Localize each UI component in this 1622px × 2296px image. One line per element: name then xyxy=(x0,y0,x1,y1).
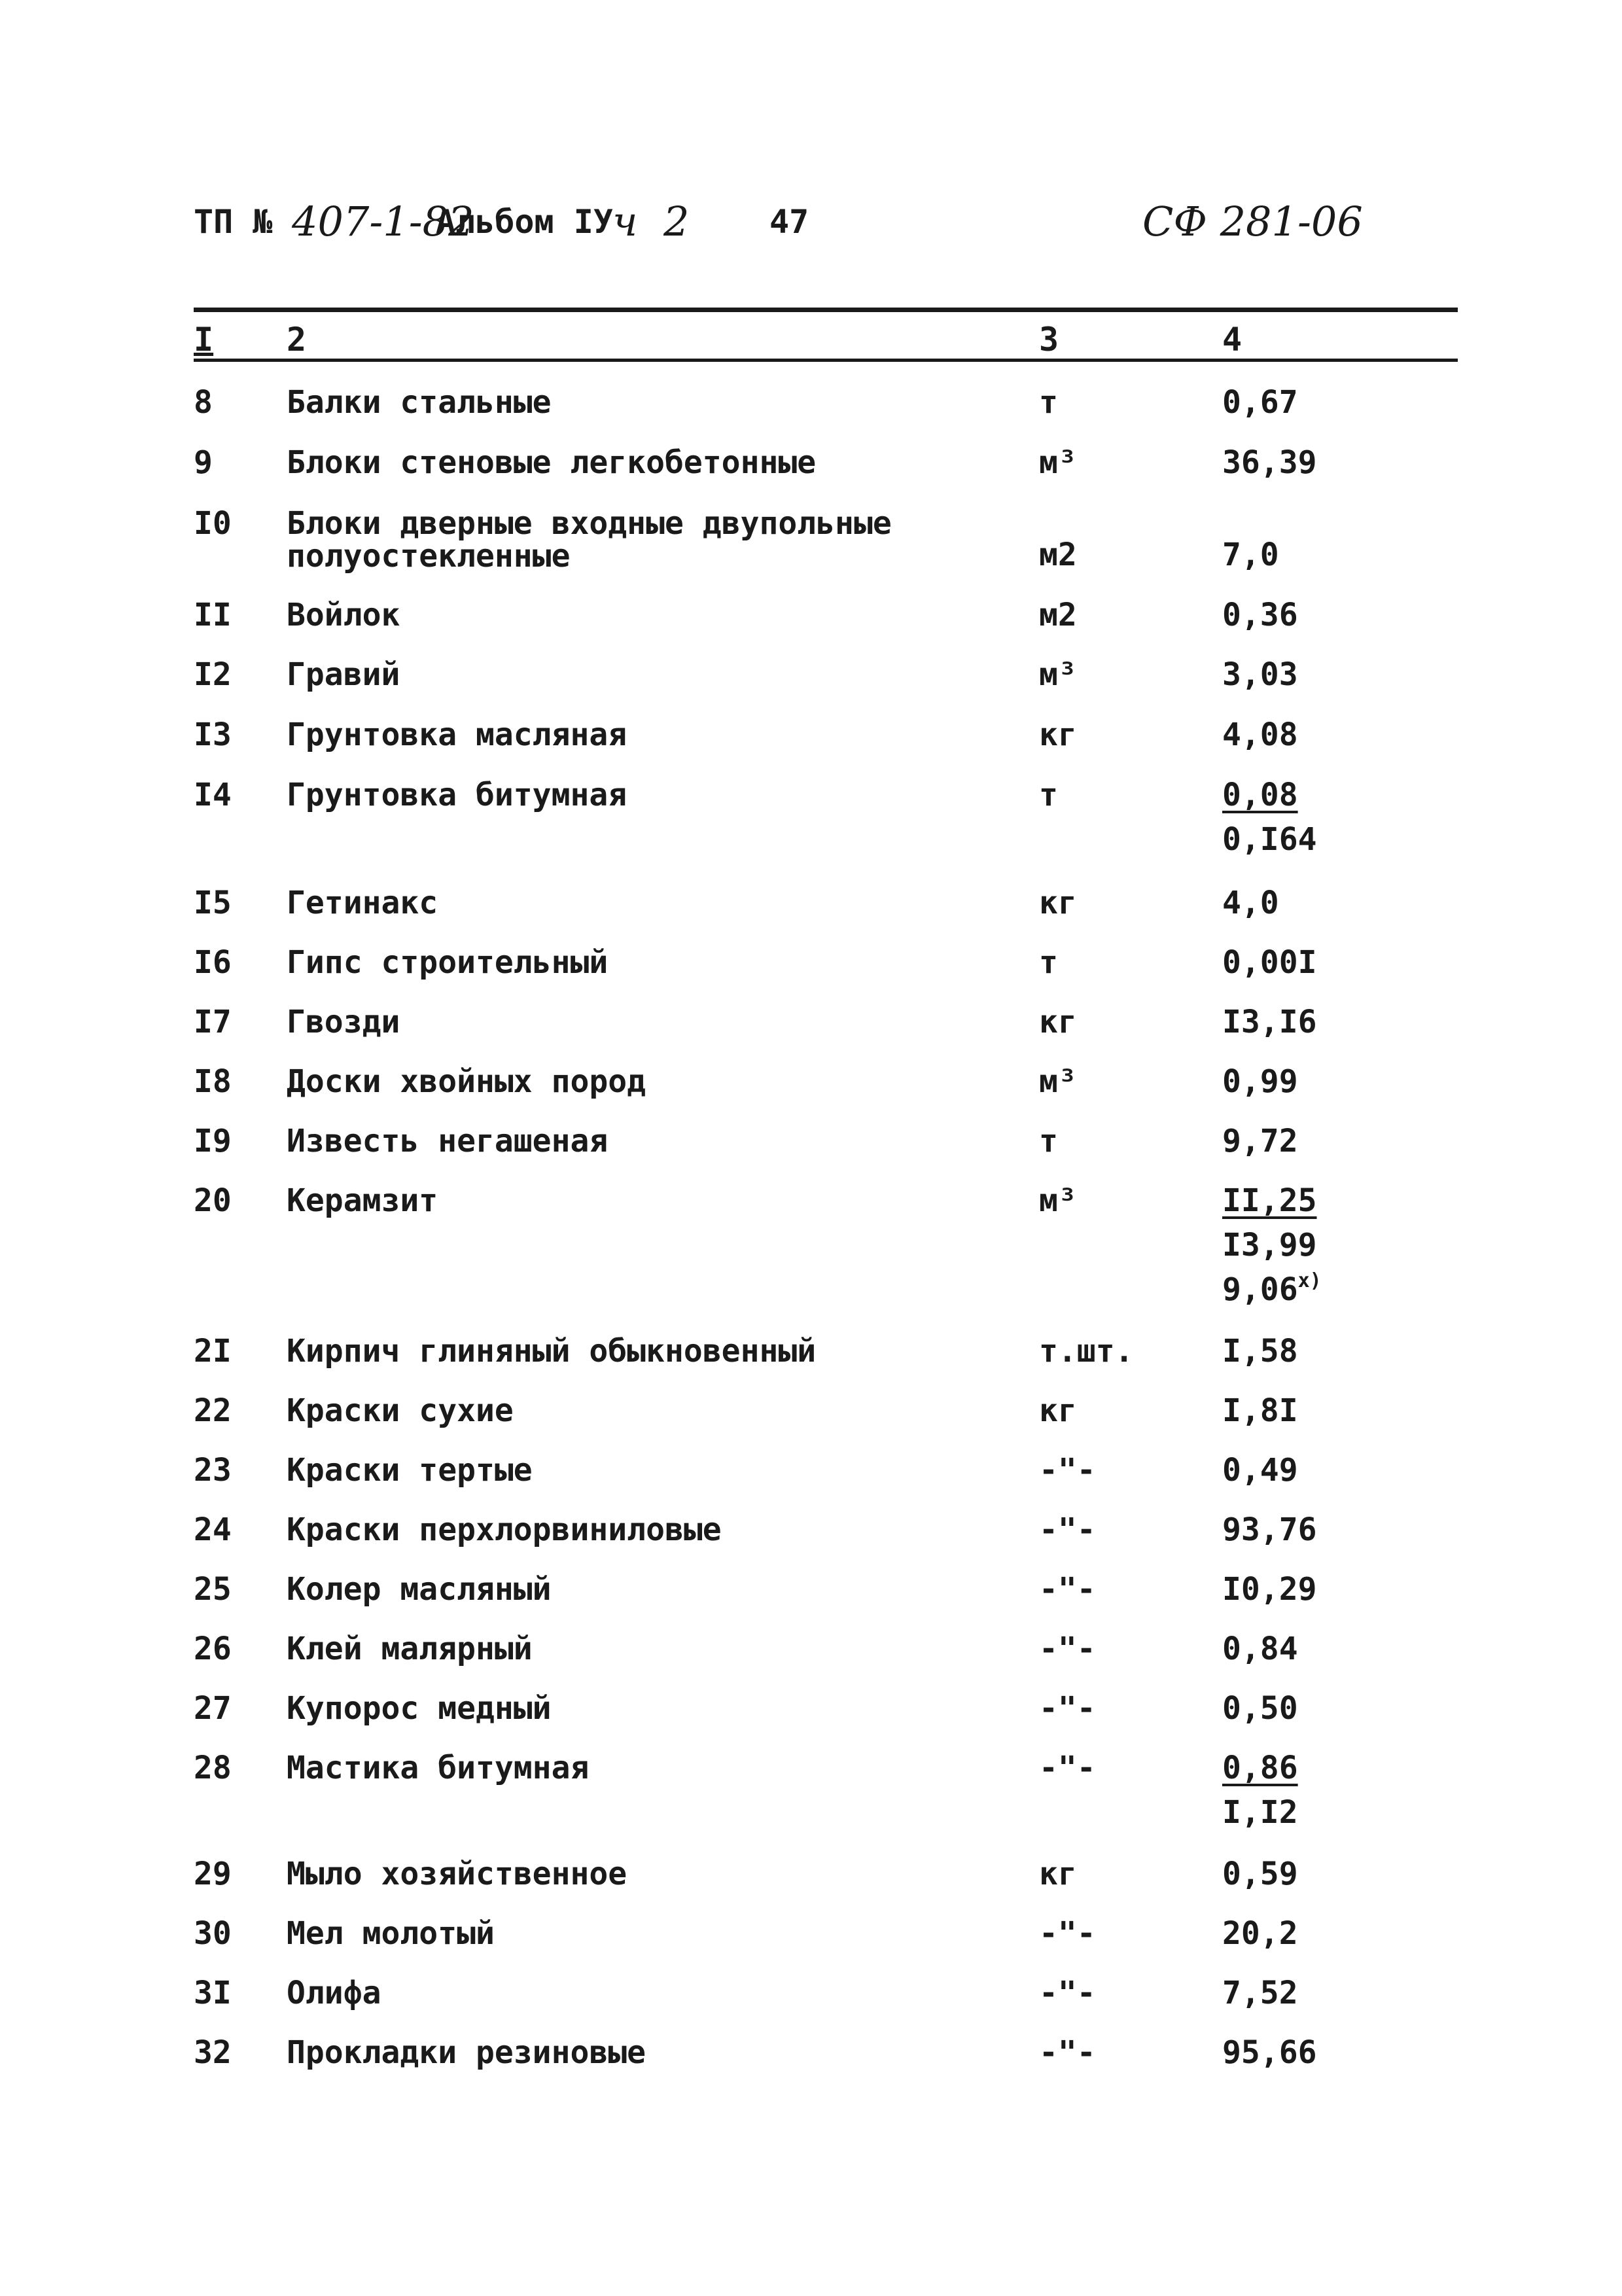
row-number: 25 xyxy=(194,1571,232,1608)
quantity: 0,36 xyxy=(1222,597,1298,633)
part-number: 2 xyxy=(663,198,690,245)
quantity: 0,49 xyxy=(1222,1452,1298,1489)
row-number: I8 xyxy=(194,1063,232,1100)
material-name: Гипс строительный xyxy=(287,944,608,981)
column-header-4: 4 xyxy=(1222,321,1243,359)
doc-number: 407-1-82 xyxy=(292,198,474,245)
unit: м³ xyxy=(1039,1063,1077,1100)
row-number: 2I xyxy=(194,1333,232,1369)
material-name: Войлок xyxy=(287,597,400,633)
row-number: 27 xyxy=(194,1690,232,1727)
unit: т.шт. xyxy=(1039,1333,1134,1369)
quantity: 93,76 xyxy=(1222,1511,1317,1548)
column-header-3: 3 xyxy=(1039,321,1059,359)
unit: -"- xyxy=(1039,2034,1096,2071)
unit: т xyxy=(1039,777,1058,813)
material-name: Краски перхлорвиниловые xyxy=(287,1511,722,1548)
quantity: 36,39 xyxy=(1222,444,1317,481)
row-number: 32 xyxy=(194,2034,232,2071)
material-name: Мыло хозяйственное xyxy=(287,1856,627,1892)
unit: кг xyxy=(1039,716,1077,753)
unit: м2 xyxy=(1039,537,1077,573)
unit: -"- xyxy=(1039,1750,1096,1786)
document-code: СФ 281-06 xyxy=(1142,198,1363,245)
quantity: 4,0 xyxy=(1222,885,1279,921)
quantity: 95,66 xyxy=(1222,2034,1317,2071)
quantity: 0,08 0,I64 xyxy=(1222,777,1317,858)
doc-prefix: ТП № xyxy=(194,203,273,241)
material-name: Грунтовка битумная xyxy=(287,777,627,813)
material-name: Известь негашеная xyxy=(287,1123,608,1159)
unit: -"- xyxy=(1039,1571,1096,1608)
unit: -"- xyxy=(1039,1690,1096,1727)
unit: -"- xyxy=(1039,1915,1096,1952)
column-header-1: I xyxy=(194,321,214,359)
material-name: Гравий xyxy=(287,656,400,693)
unit: м2 xyxy=(1039,597,1077,633)
unit: т xyxy=(1039,944,1058,981)
unit: -"- xyxy=(1039,1452,1096,1489)
material-name: Доски хвойных пород xyxy=(287,1063,646,1100)
quantity: II,25 I3,99 $9,06^{х)}$ xyxy=(1222,1182,1322,1308)
unit: -"- xyxy=(1039,1975,1096,2011)
row-number: 28 xyxy=(194,1750,232,1786)
row-number: 22 xyxy=(194,1392,232,1429)
quantity: 0,84 xyxy=(1222,1631,1298,1667)
quantity: 4,08 xyxy=(1222,716,1298,753)
material-name: Колер масляный xyxy=(287,1571,552,1608)
row-number: 26 xyxy=(194,1631,232,1667)
quantity: I3,I6 xyxy=(1222,1004,1317,1040)
material-name: Балки стальные xyxy=(287,384,552,421)
material-name: Керамзит xyxy=(287,1182,438,1219)
unit: м³ xyxy=(1039,656,1077,693)
row-number: I5 xyxy=(194,885,232,921)
material-name: Прокладки резиновые xyxy=(287,2034,646,2071)
row-number: I0 xyxy=(194,505,232,542)
table-top-rule xyxy=(194,308,1458,312)
quantity: 0,99 xyxy=(1222,1063,1298,1100)
row-number: 3I xyxy=(194,1975,232,2011)
row-number: 20 xyxy=(194,1182,232,1219)
table-header-rule xyxy=(194,359,1458,362)
unit: м³ xyxy=(1039,444,1077,481)
quantity: I,58 xyxy=(1222,1333,1298,1369)
material-name: Купорос медный xyxy=(287,1690,552,1727)
quantity: 3,03 xyxy=(1222,656,1298,693)
unit: кг xyxy=(1039,1392,1077,1429)
row-number: I2 xyxy=(194,656,232,693)
material-name: Мел молотый xyxy=(287,1915,495,1952)
material-name: Краски тертые xyxy=(287,1452,533,1489)
unit: кг xyxy=(1039,1856,1077,1892)
album-label: Альбом IУ xyxy=(436,203,613,241)
quantity: 0,50 xyxy=(1222,1690,1298,1727)
row-number: I4 xyxy=(194,777,232,813)
quantity: 0,67 xyxy=(1222,384,1298,421)
quantity: I0,29 xyxy=(1222,1571,1317,1608)
row-number: I3 xyxy=(194,716,232,753)
material-name: Блоки дверные входные двупольные полуостекленные xyxy=(287,505,892,574)
row-number: 29 xyxy=(194,1856,232,1892)
row-number: I7 xyxy=(194,1004,232,1040)
unit: -"- xyxy=(1039,1631,1096,1667)
material-name: Грунтовка масляная xyxy=(287,716,627,753)
part-label: ч xyxy=(612,198,638,245)
quantity: 20,2 xyxy=(1222,1915,1298,1952)
page-header xyxy=(194,198,1437,262)
material-name: Гетинакс xyxy=(287,885,438,921)
quantity: 7,52 xyxy=(1222,1975,1298,2011)
row-number: 23 xyxy=(194,1452,232,1489)
material-name: Олифа xyxy=(287,1975,381,2011)
unit: -"- xyxy=(1039,1511,1096,1548)
row-number: II xyxy=(194,597,232,633)
row-number: I9 xyxy=(194,1123,232,1159)
row-number: 8 xyxy=(194,384,213,421)
material-name: Блоки стеновые легкобетонные xyxy=(287,444,817,481)
row-number: I6 xyxy=(194,944,232,981)
quantity: I,8I xyxy=(1222,1392,1298,1429)
unit: т xyxy=(1039,1123,1058,1159)
footnote-mark: х) xyxy=(1297,1269,1322,1292)
page-number: 47 xyxy=(769,203,809,241)
quantity: 0,86 I,I2 xyxy=(1222,1750,1298,1831)
row-number: 30 xyxy=(194,1915,232,1952)
material-name: Краски сухие xyxy=(287,1392,514,1429)
unit: м³ xyxy=(1039,1182,1077,1219)
row-number: 24 xyxy=(194,1511,232,1548)
material-name: Мастика битумная xyxy=(287,1750,590,1786)
quantity: 9,72 xyxy=(1222,1123,1298,1159)
unit: кг xyxy=(1039,1004,1077,1040)
material-name: Гвозди xyxy=(287,1004,400,1040)
material-name: Кирпич глиняный обыкновенный xyxy=(287,1333,817,1369)
unit: т xyxy=(1039,384,1058,421)
quantity: 0,59 xyxy=(1222,1856,1298,1892)
row-number: 9 xyxy=(194,444,213,481)
quantity: 7,0 xyxy=(1222,537,1279,573)
unit: кг xyxy=(1039,885,1077,921)
material-name: Клей малярный xyxy=(287,1631,533,1667)
column-header-2: 2 xyxy=(287,321,307,359)
quantity: 0,00I xyxy=(1222,944,1317,981)
